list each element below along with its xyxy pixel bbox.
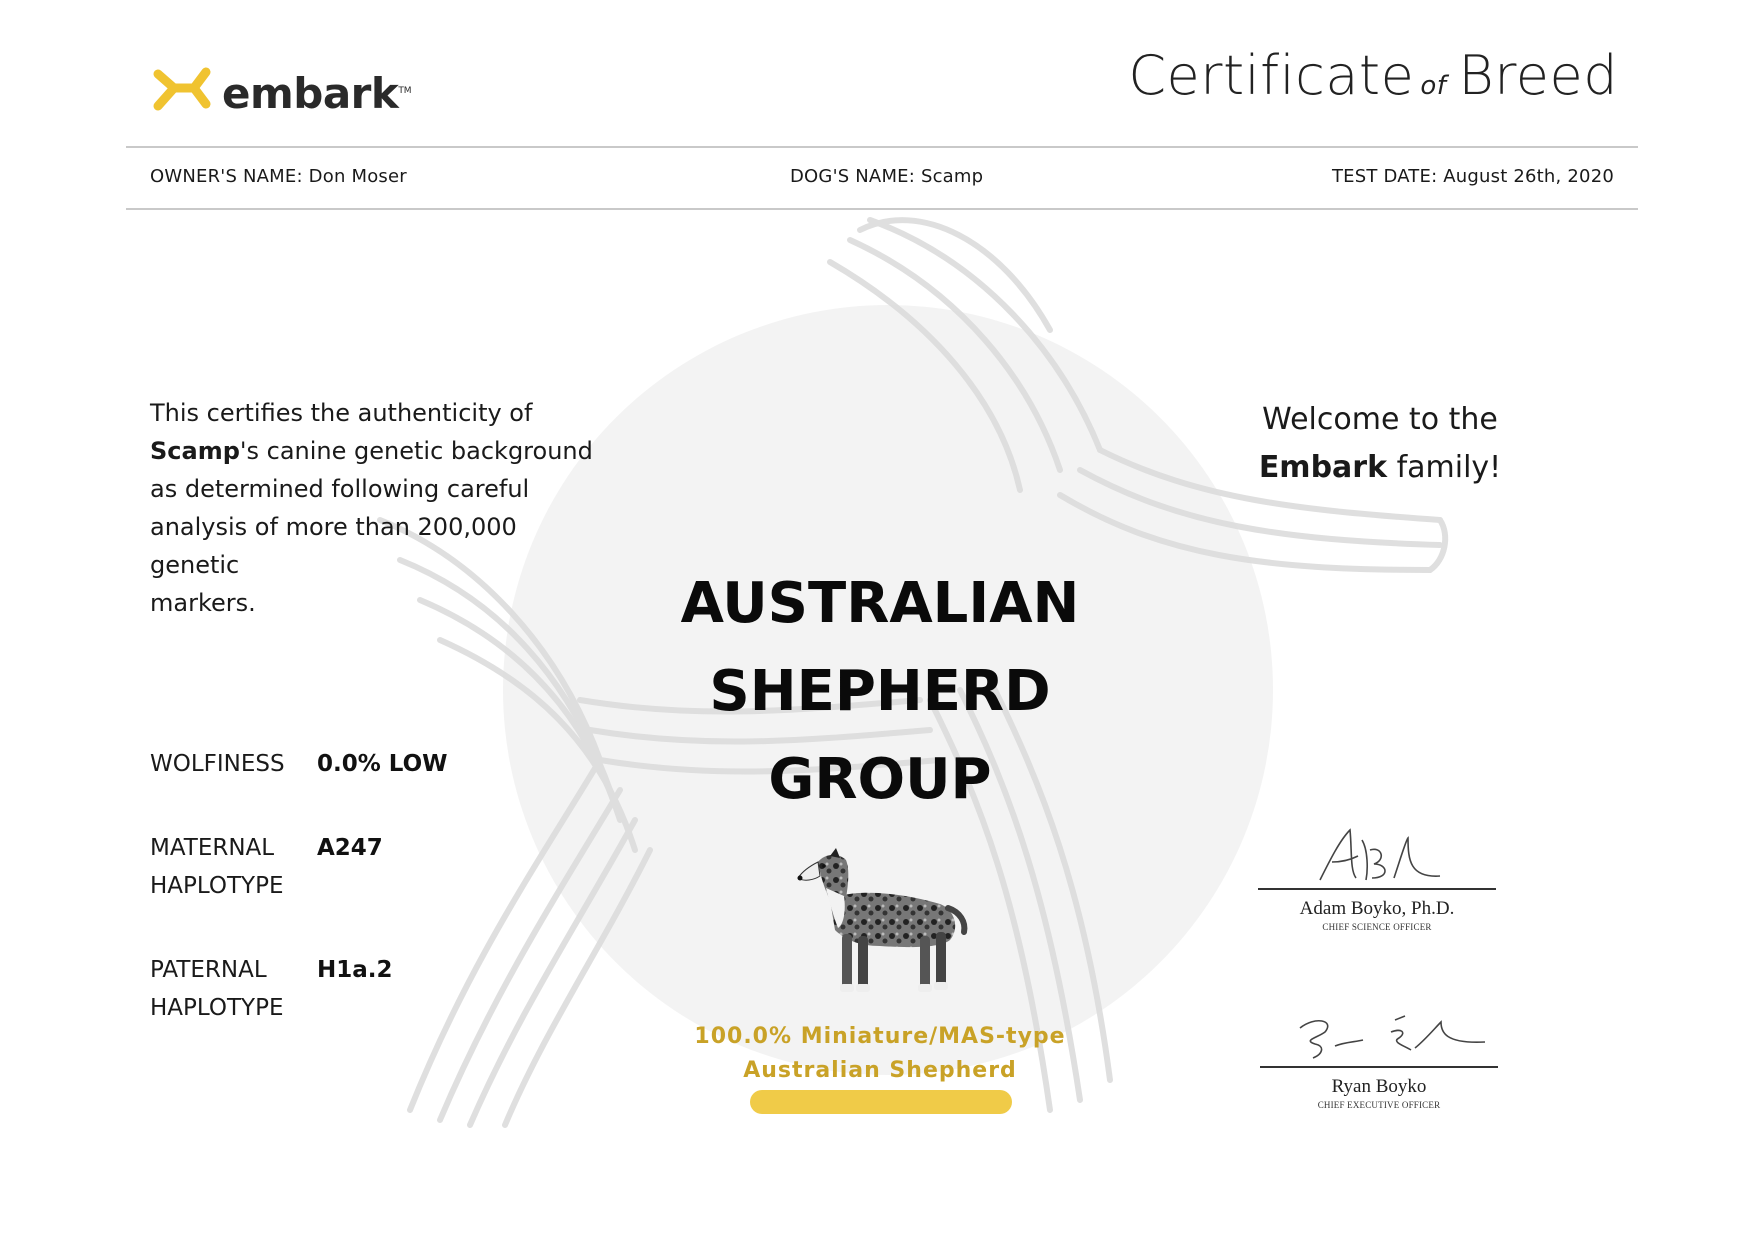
maternal-label-line-2: HAPLOTYPE — [150, 873, 284, 899]
paternal-label — [150, 951, 310, 1027]
test-date: TEST DATE: August 26th, 2020 — [1331, 166, 1614, 187]
breed-percentage-line-1: 100.0% Miniature/MAS-type — [694, 1024, 1066, 1049]
australian-shepherd-illustration — [790, 848, 970, 1000]
certifies-line-5: markers. — [150, 589, 256, 617]
paternal-label-line-1: PATERNAL — [150, 957, 267, 983]
signatory-name-2: Ryan Boyko — [1331, 1076, 1427, 1097]
trademark-mark: TM — [398, 86, 412, 96]
breed-percentage — [640, 1020, 1120, 1088]
certificate-title — [1128, 44, 1618, 107]
signature-block-1 — [1258, 888, 1496, 932]
wolfiness-value: 0.0% LOW — [317, 751, 448, 777]
breed-title-line-1: AUSTRALIAN — [680, 571, 1080, 636]
certifies-line-2 — [150, 432, 610, 470]
breed-group-title — [630, 560, 1130, 824]
signature-line-2 — [1260, 1066, 1498, 1068]
signatory-name-1: Adam Boyko, Ph.D. — [1299, 898, 1455, 919]
maternal-label — [150, 829, 310, 905]
welcome-line-1: Welcome to the — [1262, 402, 1498, 437]
breed-percentage-bar — [750, 1090, 1012, 1114]
breed-title-line-2: SHEPHERD — [709, 659, 1051, 724]
certifies-line-4: analysis of more than 200,000 genetic — [150, 513, 517, 579]
maternal-value: A247 — [317, 835, 383, 861]
embark-logo — [150, 58, 412, 118]
title-certificate: Certificate — [1128, 44, 1415, 107]
welcome-message — [1230, 396, 1530, 492]
maternal-label-line-1: MATERNAL — [150, 835, 275, 861]
wolfiness-label: WOLFINESS — [150, 751, 285, 777]
paternal-value: H1a.2 — [317, 957, 393, 983]
certifies-line-2-rest: 's canine genetic background — [239, 437, 593, 465]
embark-logo-text: embark — [222, 68, 399, 118]
signature-adam-boyko — [1310, 820, 1460, 890]
signatory-title-1: CHIEF SCIENCE OFFICER — [1322, 922, 1432, 932]
signatory-title-2: CHIEF EXECUTIVE OFFICER — [1317, 1100, 1441, 1110]
divider-bottom — [126, 208, 1638, 210]
certifies-line-3: as determined following careful — [150, 475, 530, 503]
dog-name: DOG'S NAME: Scamp — [790, 166, 984, 187]
title-breed: Breed — [1458, 44, 1618, 107]
breed-percentage-line-2: Australian Shepherd — [743, 1058, 1017, 1083]
welcome-brand: Embark — [1258, 450, 1388, 485]
certifies-line-1: This certifies the authenticity of — [150, 399, 533, 427]
signature-ryan-boyko — [1295, 1010, 1495, 1070]
welcome-line-2-rest: family! — [1387, 450, 1502, 485]
certification-statement — [150, 394, 610, 622]
title-of: of — [1420, 71, 1447, 101]
paternal-label-line-2: HAPLOTYPE — [150, 995, 284, 1021]
signature-line-1 — [1258, 888, 1496, 890]
signature-block-2 — [1260, 1066, 1498, 1110]
certifies-dog-name: Scamp — [150, 437, 240, 465]
breed-title-line-3: GROUP — [768, 747, 992, 812]
welcome-line-2 — [1230, 444, 1530, 492]
owner-name: OWNER'S NAME: Don Moser — [150, 166, 407, 187]
embark-logo-icon — [150, 60, 212, 116]
divider-top — [126, 146, 1638, 148]
